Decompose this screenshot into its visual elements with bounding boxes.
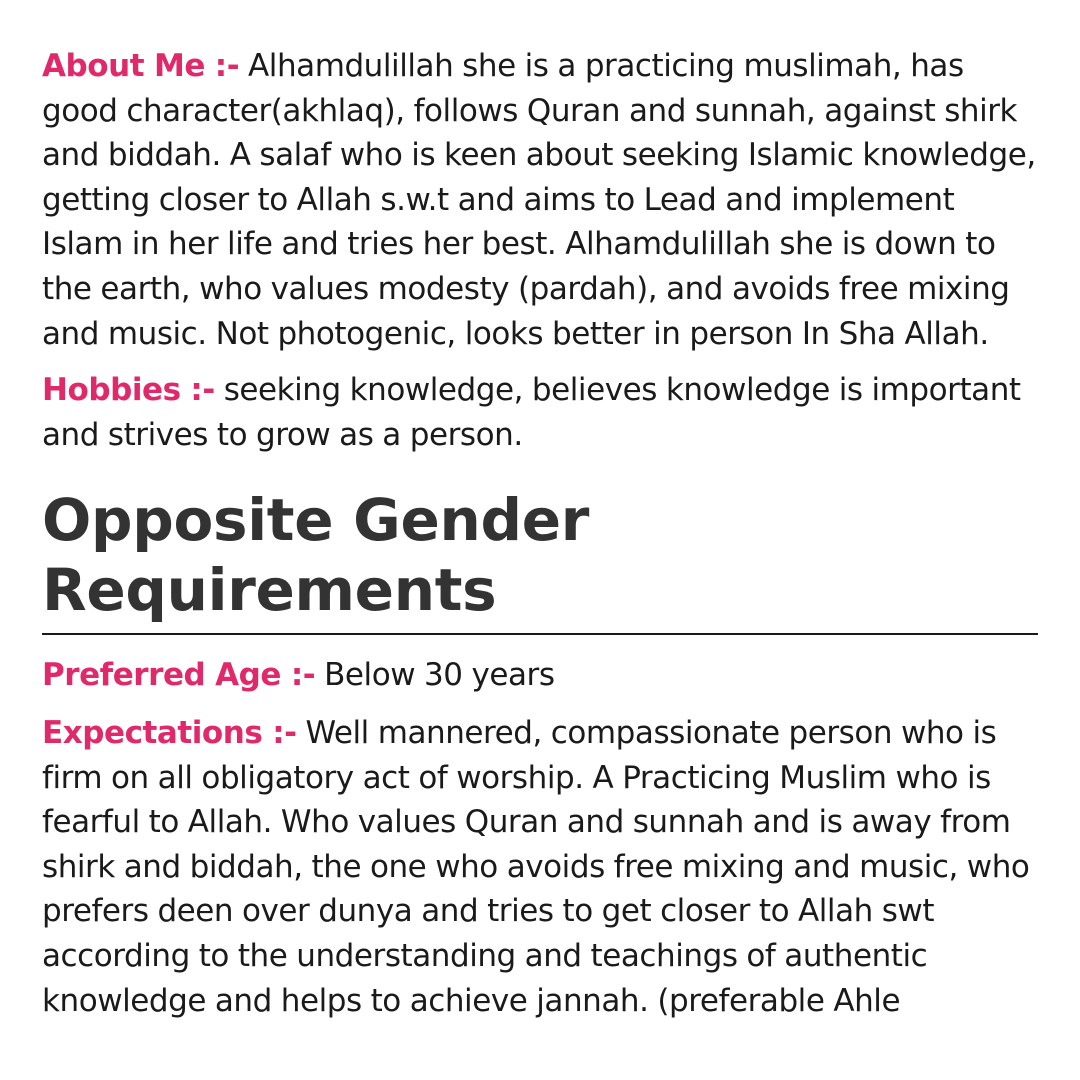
- about-me-label: About Me :-: [42, 48, 240, 84]
- about-me-paragraph: [42, 44, 1038, 356]
- about-me-text: Alhamdulillah she is a practicing muslimah, has good character(akhlaq), follows Quran and sunnah, against shirk and biddah. A salaf who is keen about seeking Islamic knowledge, getting closer to Allah s.w.t and aims to Lead and implement Islam in her life and tries her best. Alhamdulillah she is down to the earth, who values modesty (pardah), and avoids free mixing and music. Not photogenic, looks better in person In Sha Allah.: [42, 48, 1036, 352]
- hobbies-paragraph: [42, 368, 1038, 457]
- profile-document: [42, 44, 1038, 1023]
- preferred-age-text: Below 30 years: [324, 657, 555, 694]
- expectations-text: Well mannered, compassionate person who is firm on all obligatory act of worship. A Practicing Muslim who is fearful to Allah. Who values Quran and sunnah and is away from shirk and biddah, the one who avoids free mixing and music, who prefers deen over dunya and tries to get closer to Allah swt according to the understanding and teachings of authentic knowledge and helps to achieve jannah. (preferable Ahle: [42, 714, 1030, 1019]
- preferred-age-label: Preferred Age :-: [42, 657, 316, 694]
- expectations-paragraph: [42, 711, 1038, 1023]
- preferred-age-paragraph: [42, 653, 1038, 698]
- requirements-heading: Opposite Gender Requirements: [42, 485, 1038, 635]
- hobbies-label: Hobbies :-: [42, 372, 215, 409]
- expectations-label: Expectations :-: [42, 714, 297, 751]
- hobbies-text: seeking knowledge, believes knowledge is important and strives to grow as a person.: [42, 372, 1021, 453]
